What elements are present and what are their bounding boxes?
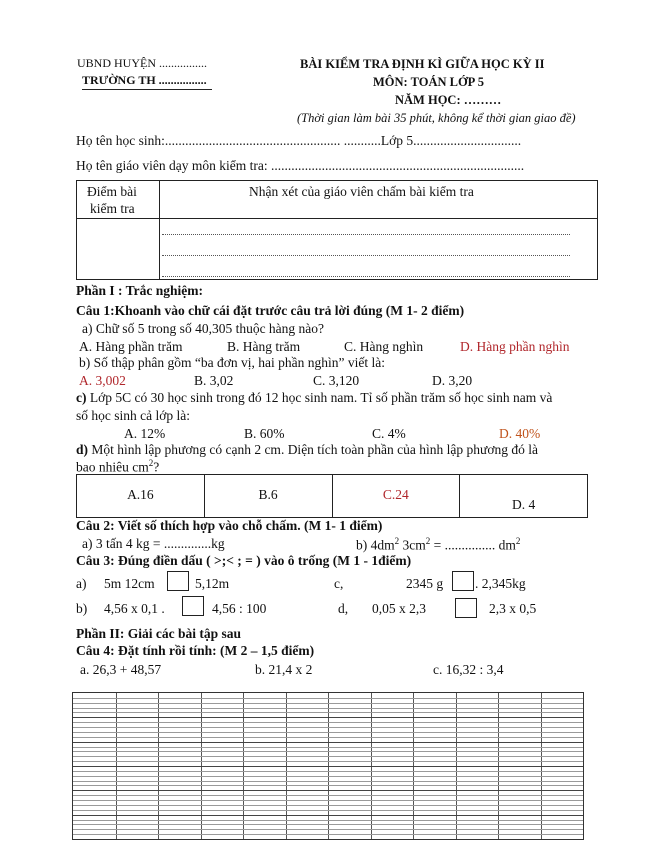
- exam-subject: MÔN: TOÁN LỚP 5: [373, 75, 485, 89]
- q2b-post: = ............... dm: [430, 537, 516, 553]
- grid-row-line: [73, 781, 583, 782]
- q1a-option-c: C. Hàng nghìn: [344, 339, 424, 354]
- q1b-option-d: D. 3,20: [432, 373, 473, 388]
- score-table: [76, 180, 598, 280]
- q3b-label: b): [76, 601, 88, 616]
- grid-row-line: [73, 732, 583, 733]
- grid-row-line: [73, 703, 583, 704]
- grid-row-line: [73, 795, 583, 796]
- exam-title: BÀI KIỂM TRA ĐỊNH KÌ GIỮA HỌC KỲ II: [300, 57, 545, 71]
- q1b-option-a: A. 3,002: [79, 373, 126, 388]
- q1a-prompt: a) Chữ số 5 trong số 40,305 thuộc hàng nào?: [82, 321, 325, 336]
- q1c-option-a: A. 12%: [124, 426, 166, 441]
- grid-row-line: [73, 815, 583, 816]
- q2b-sup: 2: [515, 536, 521, 546]
- grid-row-line: [73, 810, 583, 811]
- comment-dotline: [162, 255, 570, 256]
- student-name-line: Họ tên học sinh:.................................................... ...........Lớp 5................................: [76, 133, 522, 148]
- q3a-right: 5,12m: [195, 576, 230, 591]
- grid-row-line: [73, 771, 583, 772]
- grid-row-line: [73, 785, 583, 786]
- grid-row-line: [73, 742, 583, 743]
- q1c-prompt-2: số học sinh cả lớp là:: [76, 408, 190, 423]
- q3d-right: 2,3 x 0,5: [489, 601, 537, 616]
- q1a-option-d: D. Hàng phần nghìn: [460, 339, 570, 354]
- grid-row-line: [73, 737, 583, 738]
- q4-title: Câu 4: Đặt tính rồi tính: (M 2 – 1,5 điểm): [76, 643, 315, 658]
- exam-year: NĂM HỌC: ………: [395, 93, 502, 107]
- q3c-left: 2345 g: [406, 576, 444, 591]
- q1d-prompt-2: [76, 458, 159, 476]
- q3-title: Câu 3: Đúng điền dấu ( >;< ; = ) vào ô trống (M 1 - 1điểm): [76, 553, 412, 568]
- q1d-text: Một hình lập phương có cạnh 2 cm. Diện tích toàn phần của hình lập phương đó là: [88, 442, 538, 457]
- q1b-prompt: b) Số thập phân gồm “ba đơn vị, hai phần nghìn” viết là:: [79, 355, 385, 370]
- q1d-option-d: D. 4: [512, 497, 536, 512]
- grid-row-line: [73, 766, 583, 767]
- q2-title: Câu 2: Viết số thích hợp vào chỗ chấm. (M 1- 1 điểm): [76, 518, 383, 533]
- grid-row-line: [73, 820, 583, 821]
- q1d-prompt-2-text: bao nhiêu cm: [76, 459, 149, 475]
- q1d-option-b: B.6: [258, 487, 278, 502]
- grid-row-line: [73, 776, 583, 777]
- q3b-left: 4,56 x 0,1 .: [104, 601, 165, 616]
- q1d-prompt-2-end: ?: [153, 459, 160, 475]
- part1-title: Phần I : Trắc nghiệm:: [76, 283, 204, 298]
- grid-row-line: [73, 708, 583, 709]
- q3d-left: 0,05 x 2,3: [372, 601, 426, 616]
- comment-dotline: [162, 276, 570, 277]
- q1a-option-a: A. Hàng phần trăm: [79, 339, 183, 354]
- grid-row-line: [73, 712, 583, 713]
- grid-row-line: [73, 747, 583, 748]
- q1d-answer-cell: [460, 475, 587, 517]
- q1a-option-b: B. Hàng trăm: [227, 339, 301, 354]
- q2b-mid: 3cm: [399, 537, 426, 553]
- q3c-right: . 2,345kg: [475, 576, 526, 591]
- q1d-option-a: A.16: [127, 487, 154, 502]
- q1d-answer-table: [76, 474, 588, 518]
- comment-dotline: [162, 234, 570, 235]
- school-underline: [82, 89, 212, 90]
- grid-row-line: [73, 790, 583, 791]
- exam-time-note: (Thời gian làm bài 35 phút, không kể thời gian giao đề): [297, 111, 576, 125]
- work-grid: [72, 692, 584, 840]
- comment-header: Nhận xét của giáo viên chấm bài kiểm tra: [249, 184, 474, 199]
- grid-row-line: [73, 805, 583, 806]
- score-header: Điểm bài: [87, 184, 137, 199]
- q1d-answer-cell: [205, 475, 333, 517]
- q1c-option-c: C. 4%: [372, 426, 406, 441]
- grid-row-line: [73, 756, 583, 757]
- grid-row-line: [73, 824, 583, 825]
- q1d-sup: 2: [148, 458, 154, 468]
- q3d-answer-box[interactable]: [455, 598, 477, 618]
- q1c-option-d: D. 40%: [499, 426, 541, 441]
- grid-row-line: [73, 722, 583, 723]
- q2b-sup: 2: [394, 536, 400, 546]
- grid-row-line: [73, 800, 583, 801]
- q3d-label: d,: [338, 601, 349, 616]
- q4-item-c: c. 16,32 : 3,4: [433, 662, 504, 677]
- q1-title: Câu 1:Khoanh vào chữ cái đặt trước câu trả lời đúng (M 1- 2 điểm): [76, 303, 465, 318]
- q3c-answer-box[interactable]: [452, 571, 474, 591]
- q1c-text: Lớp 5C có 30 học sinh trong đó 12 học sinh nam. Tỉ số phần trăm số học sinh nam và: [86, 390, 553, 405]
- q2a: a) 3 tấn 4 kg = ..............kg: [82, 536, 225, 551]
- q1b-option-b: B. 3,02: [194, 373, 234, 388]
- score-header-2: kiểm tra: [90, 201, 135, 216]
- q1d-option-c: C.24: [382, 487, 409, 502]
- q4-item-a: a. 26,3 + 48,57: [80, 662, 162, 677]
- q1b-option-c: C. 3,120: [313, 373, 360, 388]
- q2b-sup: 2: [425, 536, 431, 546]
- school-line: TRƯỜNG TH ................: [82, 73, 207, 87]
- q3b-answer-box[interactable]: [182, 596, 204, 616]
- grid-row-line: [73, 751, 583, 752]
- grid-row-line: [73, 834, 583, 835]
- grid-row-line: [73, 829, 583, 830]
- q3a-answer-box[interactable]: [167, 571, 189, 591]
- q1c-option-b: B. 60%: [244, 426, 285, 441]
- q3a-left: 5m 12cm: [104, 576, 155, 591]
- q4-item-b: b. 21,4 x 2: [255, 662, 313, 677]
- q2b: [356, 536, 520, 554]
- q3b-right: 4,56 : 100: [212, 601, 267, 616]
- q3c-label: c,: [334, 576, 344, 591]
- q1d-answer-cell: [77, 475, 205, 517]
- teacher-name-line: Họ tên giáo viên dạy môn kiểm tra: ...........................................................................: [76, 158, 525, 173]
- q1d-answer-cell: [333, 475, 461, 517]
- q1d-prompt: [76, 442, 538, 458]
- q2b-pre: b) 4dm: [356, 537, 395, 553]
- district-line: UBND HUYỆN ................: [77, 56, 207, 70]
- q3a-label: a): [76, 576, 87, 591]
- grid-row-line: [73, 761, 583, 762]
- q1c-prompt: [76, 390, 552, 406]
- q1c-label: c): [76, 390, 87, 405]
- grid-row-line: [73, 698, 583, 699]
- grid-row-line: [73, 727, 583, 728]
- grid-row-line: [73, 717, 583, 718]
- part2-title: Phần II: Giải các bài tập sau: [76, 626, 242, 641]
- q1d-label: d): [76, 442, 89, 457]
